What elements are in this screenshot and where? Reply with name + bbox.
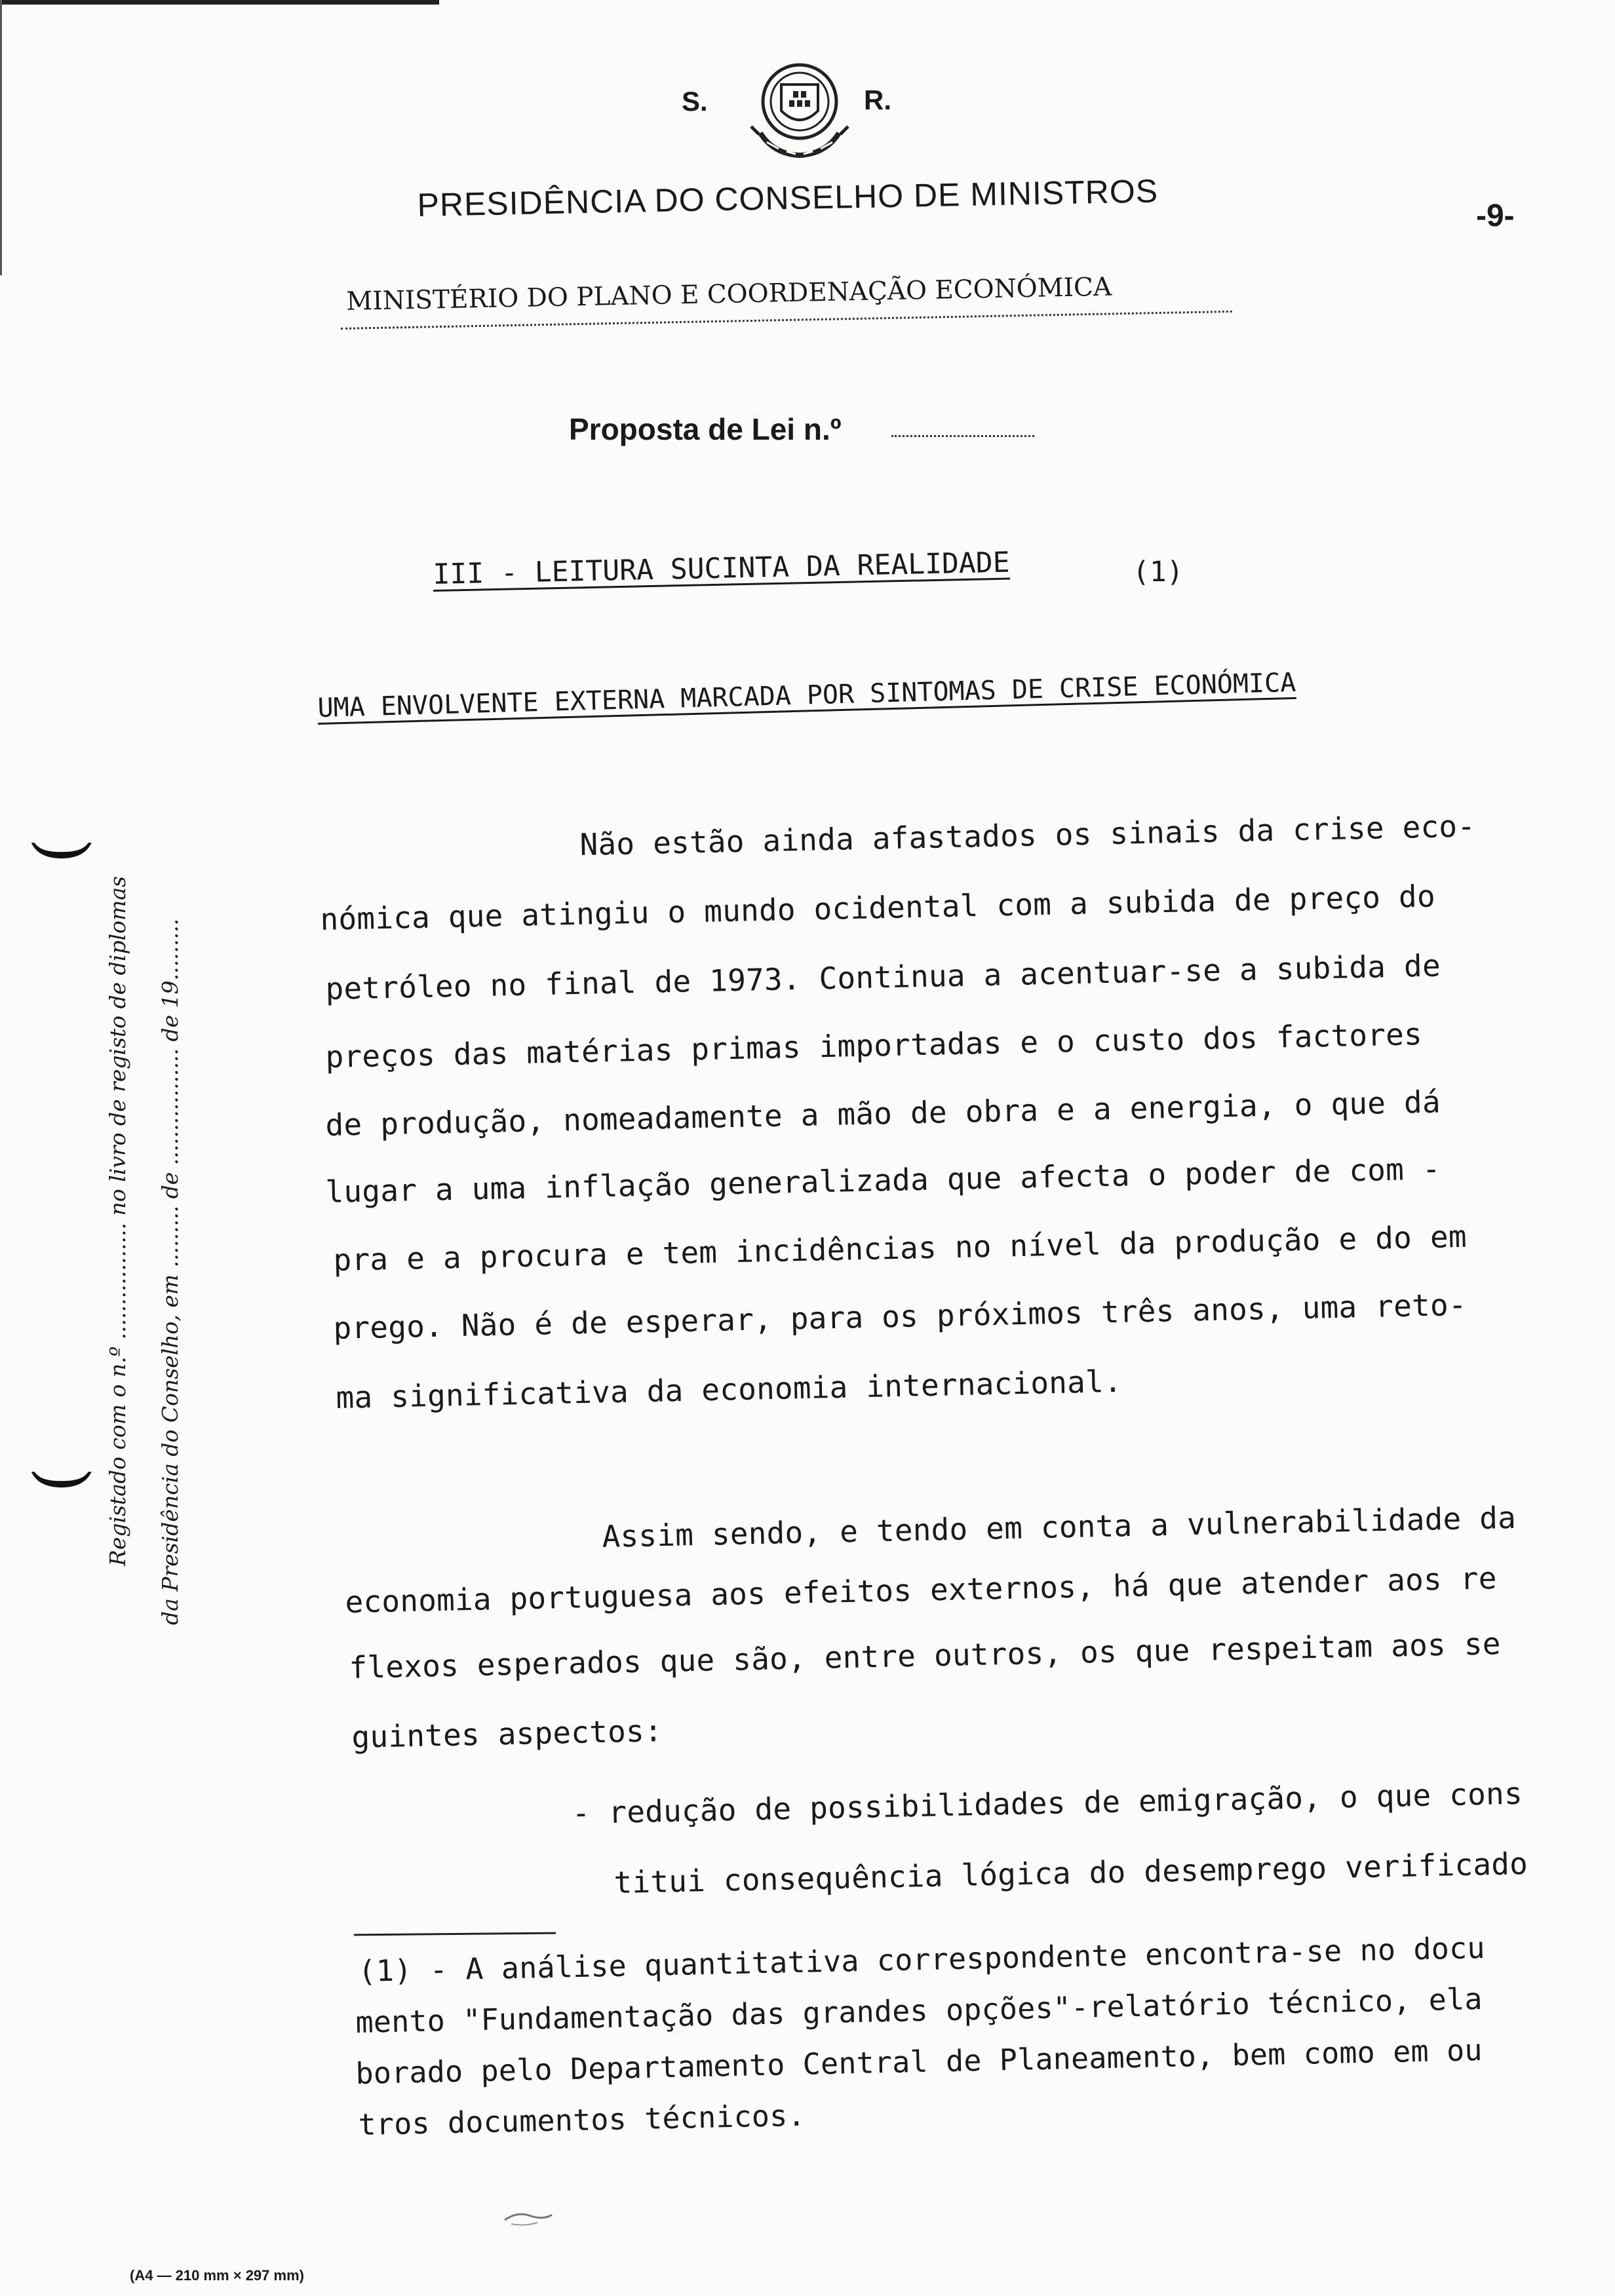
paragraph-line: petróleo no final de 1973. Continua a acentuar-se a subida de [325,947,1441,1006]
paragraph-line: guintes aspectos: [351,1713,663,1755]
scan-edge-shadow [0,0,2,275]
paragraph-line: Não estão ainda afastados os sinais da crise eco- [579,808,1476,862]
paragraph-line: de produção, nomeadamente a mão de obra e a energia, o que dá [325,1084,1441,1143]
registration-line-2: da Presidência do Conselho, em ......... de ................. de 19......... [157,918,183,1625]
margin-bracket-top: ( [20,837,98,864]
seal-letter-r: R. [864,85,891,115]
margin-bracket-bottom: ( [20,1466,98,1493]
footnote-line: tros documentos técnicos. [358,2097,806,2142]
footnote-line: (1) - A análise quantitativa correspondente encontra-se no docu [358,1930,1486,1989]
coat-of-arms-icon [741,56,859,167]
footnote-separator [354,1932,556,1936]
paragraph-line: flexos esperados que são, entre outros, os que respeitam aos se [349,1626,1502,1685]
paper-size-note: (A4 — 210 mm × 297 mm) [130,2267,304,2284]
proposal-label: Proposta de Lei n.º [569,412,842,446]
proposal-number-blank [891,435,1034,437]
scan-smudge [498,2207,557,2229]
paragraph-line: preços das matérias primas importadas e o custo dos factores [325,1016,1423,1075]
paragraph-line: pra e a procura e tem incidências no nível da produção e do em [333,1218,1468,1278]
page-number: -9- [1476,199,1515,233]
paragraph-line: economia portuguesa aos efeitos externos, há que atender aos re [345,1560,1498,1620]
paragraph-line: prego. Não é de esperar, para os próximos três anos, uma reto- [333,1286,1468,1346]
paragraph-line: ma significativa da economia internacional. [336,1363,1123,1415]
presidency-heading: PRESIDÊNCIA DO CONSELHO DE MINISTROS [417,172,1159,223]
section-title: III - LEITURA SUCINTA DA REALIDADE [433,546,1011,591]
footnote-reference: (1) [1133,556,1184,588]
footnote-line: mento "Fundamentação das grandes opções"-relatório técnico, ela [355,1981,1483,2040]
registration-line-1: Registado com o n.º ................. no livro de registo de diplomas [105,876,130,1566]
subsection-title: UMA ENVOLVENTE EXTERNA MARCADA POR SINTOMAS DE CRISE ECONÓMICA [317,667,1296,723]
paragraph-line: lugar a uma inflação generalizada que afecta o poder de com - [325,1151,1441,1210]
paragraph-line: Assim sendo, e tendo em conta a vulnerabilidade da [602,1499,1517,1554]
list-item-line: - redução de possibilidades de emigração, o que cons [572,1775,1523,1831]
list-item-line: titui consequência lógica do desemprego verificado [613,1845,1528,1900]
paragraph-line: nómica que atingiu o mundo ocidental com a subida de preço do [320,878,1436,937]
ministry-heading: MINISTÉRIO DO PLANO E COORDENAÇÃO ECONÓMICA [346,272,1112,316]
scan-edge-mark [0,0,439,5]
seal-header [682,56,931,167]
footnote-line: borado pelo Departamento Central de Planeamento, bem como em ou [355,2032,1483,2091]
seal-letter-s: S. [682,86,708,117]
